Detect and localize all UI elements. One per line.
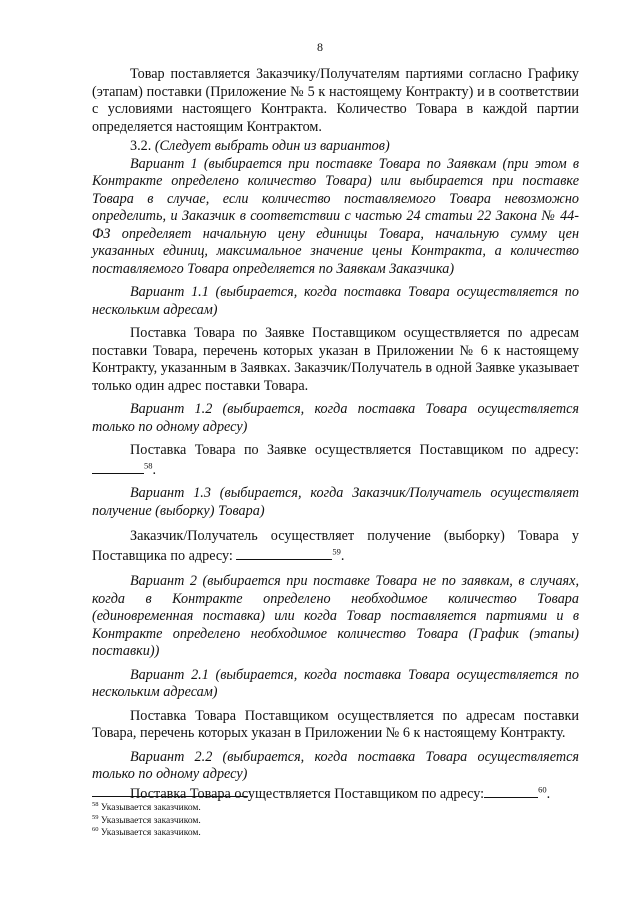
footnote-number: 60 bbox=[92, 825, 99, 833]
footnote-text: Указывается заказчиком. bbox=[100, 815, 201, 826]
address-blank-1 bbox=[92, 460, 144, 474]
paragraph-variant-1-3: Вариант 1.3 (выбирается, когда Заказчик/Получатель осуществляет получение (выборку) Товара) bbox=[92, 485, 579, 519]
document-body bbox=[92, 66, 579, 803]
variant-2-2-text: Поставка Товара осуществляется Поставщиком по адресу: bbox=[130, 785, 485, 802]
footnote-number: 58 bbox=[92, 800, 99, 808]
paragraph-variant-2-1: Вариант 2.1 (выбирается, когда поставка Товара осуществляется по нескольким адресам) bbox=[92, 666, 579, 700]
footnote-number: 59 bbox=[92, 813, 99, 821]
paragraph-variant-1-1-text: Поставка Товара по Заявке Поставщиком осуществляется по адресам поставки Товара, перечень которых указан в Приложении № 6 к настоящему Контракту, указанным в Заявках. Заказчик/Получатель в одной Заявке указывает только один адрес поставки Товара. bbox=[92, 325, 579, 394]
footnote-text: Указывается заказчиком. bbox=[100, 828, 201, 838]
footnote-ref-60: 60 bbox=[538, 783, 547, 794]
paragraph-delivery-schedule: Товар поставляется Заказчику/Получателям партиями согласно Графику (этапам) поставки (Приложение № 5 к настоящему Контракту) и в соответствии с условиями настоящего Контракта. Количество Товара в каждой партии определяется настоящим Контрактом. bbox=[92, 66, 579, 135]
paragraph-variant-1-2-text: Поставка Товара по Заявке осуществляется Поставщиком по адресу: $^{58}$. bbox=[92, 442, 579, 479]
footnote-separator bbox=[92, 796, 248, 797]
footnote-ref-59: 59 bbox=[332, 545, 341, 556]
paragraph-variant-2: Вариант 2 (выбирается при поставке Товара не по заявкам, в случаях, когда в Контракте определено необходимое количество Товара (единовременная поставка) или когда Товар поставляется партиями и в Контракте определено необходимое количество Товара (График (этапы) поставки)) bbox=[92, 573, 579, 659]
page-number: 8 bbox=[317, 40, 323, 54]
address-blank-3 bbox=[484, 784, 538, 798]
clause-number: 3.2. bbox=[130, 138, 152, 154]
paragraph-variant-2-2-text: Поставка Товара осуществляется Поставщиком по адресу: $^{60}$. bbox=[130, 783, 551, 802]
paragraph-clause-3-2 bbox=[92, 138, 579, 156]
variant-1-3-text: Заказчик/Получатель осуществляет получение (выборку) Товара у Поставщика по адресу: bbox=[92, 528, 579, 564]
footnote-ref-58: 58 bbox=[144, 459, 153, 470]
footnote-58 bbox=[92, 802, 201, 815]
footnote-text: Указывается заказчиком. bbox=[100, 803, 201, 813]
footnote-60 bbox=[92, 827, 201, 840]
paragraph-variant-2-2: Вариант 2.2 (выбирается, когда поставка Товара осуществляется только по одному адресу) bbox=[92, 748, 579, 782]
paragraph-variant-1-3-text: Заказчик/Получатель осуществляет получение (выборку) Товара у Поставщика по адресу: $^{59}$. bbox=[92, 528, 579, 564]
paragraph-variant-1: Вариант 1 (выбирается при поставке Товара по Заявкам (при этом в Контракте определено количество Товара) или выбирается при поставке Товара в случае, если количество поставляемого Товара невозможно определить, и Заказчик в соответствии с частью 24 статьи 22 Закона № 44-ФЗ определяет начальную цену единицы Товара, начальную сумму цен указанных единиц, максимальное значение цены Контракта, а количество поставляемого Товара определяется по Заявкам Заказчика) bbox=[92, 155, 579, 277]
paragraph-variant-1-2: Вариант 1.2 (выбирается, когда поставка Товара осуществляется только по одному адресу) bbox=[92, 401, 579, 435]
paragraph-variant-1-1: Вариант 1.1 (выбирается, когда поставка Товара осуществляется по нескольким адресам) bbox=[92, 284, 579, 318]
clause-instruction: (Следует выбрать один из вариантов) bbox=[154, 138, 390, 154]
variant-1-2-text: Поставка Товара по Заявке осуществляется Поставщиком по адресу: bbox=[130, 442, 579, 458]
footnotes bbox=[92, 802, 201, 840]
paragraph-variant-2-1-text: Поставка Товара Поставщиком осуществляется по адресам поставки Товара, перечень которых указан в Приложении № 6 к настоящему Контракту. bbox=[92, 707, 579, 741]
address-blank-2 bbox=[236, 546, 332, 560]
footnote-59 bbox=[92, 815, 201, 828]
